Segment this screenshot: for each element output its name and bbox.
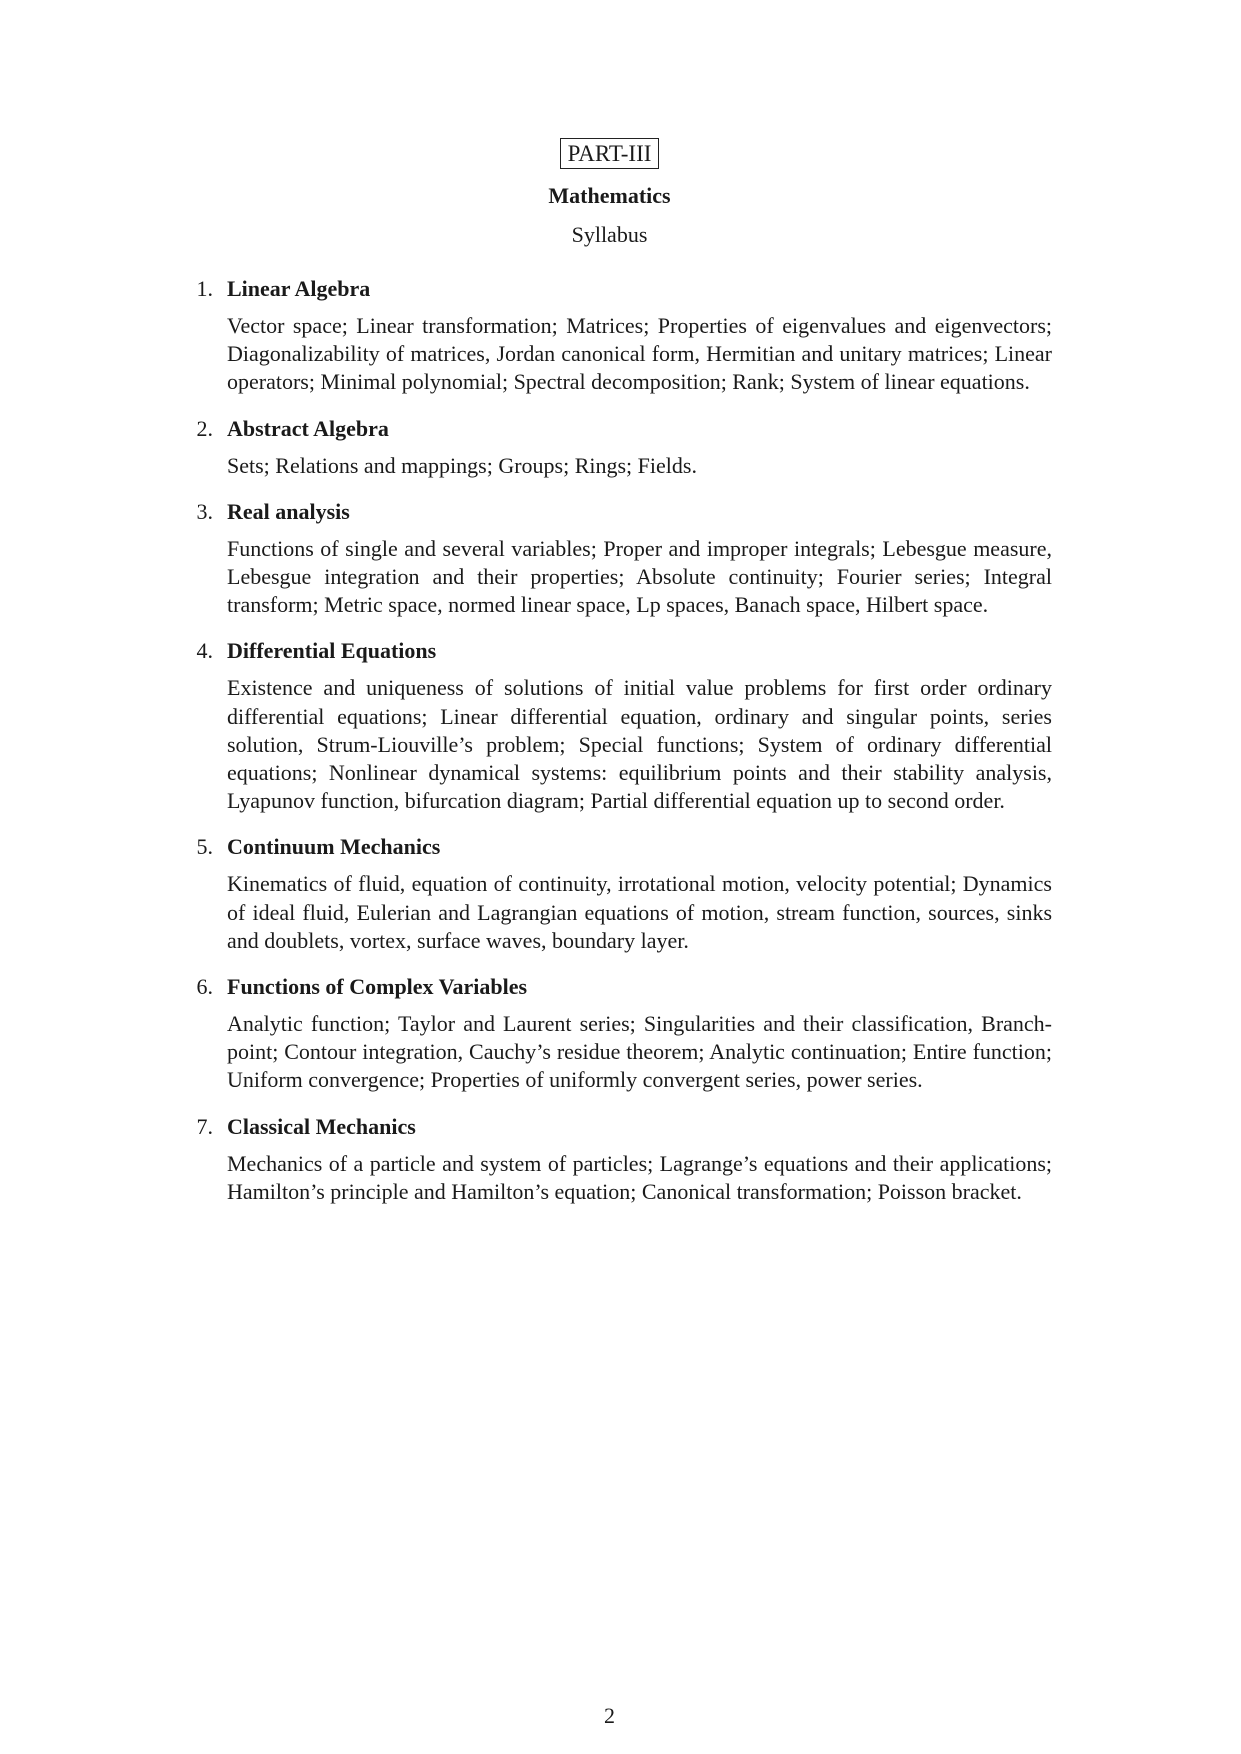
section-number: 2. xyxy=(196,415,213,441)
section-title: Linear Algebra xyxy=(227,276,371,301)
section-title: Differential Equations xyxy=(227,638,437,664)
section-heading xyxy=(193,1113,1052,1141)
syllabus-sections xyxy=(193,275,1052,1224)
section-number: 3. xyxy=(196,498,213,524)
section-title: Abstract Algebra xyxy=(227,415,389,441)
section-heading xyxy=(193,833,1052,861)
section-body: Sets; Relations and mappings; Groups; Rings; Fields. xyxy=(227,452,697,478)
section-title: Real analysis xyxy=(227,498,350,524)
section-body: Kinematics of fluid, equation of continuity, irrotational motion, velocity potential; Dynamics of ideal fluid, Eulerian and Lagrangian equations of motion, stream function, sources, sinks and doublets, vortex, surface waves, boundary layer. xyxy=(227,871,1052,953)
section-body: Existence and uniqueness of solutions of initial value problems for first order ordinary differential equations; Linear differential equation, ordinary and singular points, series solution, Strum-Liouville’s problem; Special functions; System of ordinary differential equations; Nonlinear dynamical systems: equilibrium points and their stability analysis, Lyapunov function, bifurcation diagram; Partial differential equation up to second order. xyxy=(227,675,1052,814)
section-title: Classical Mechanics xyxy=(227,1113,416,1139)
section-body: Analytic function; Taylor and Laurent series; Singularities and their classification, Branch-point; Contour integration, Cauchy’s residue theorem; Analytic continuation; Entire function; Uniform convergence; Properties of uniformly convergent series, power series. xyxy=(227,1011,1052,1093)
section-heading xyxy=(193,415,1052,443)
section-number: 7. xyxy=(196,1113,213,1139)
page-header xyxy=(0,138,1219,249)
section-title: Continuum Mechanics xyxy=(227,834,441,860)
section-number: 5. xyxy=(196,834,213,860)
section-title: Functions of Complex Variables xyxy=(227,974,528,1000)
section-number: 4. xyxy=(196,638,213,664)
section-differential-equations xyxy=(193,637,1052,815)
section-number: 1. xyxy=(196,276,213,301)
section-body: Functions of single and several variables; Proper and improper integrals; Lebesgue measure, Lebesgue integration and their properties; Absolute continuity; Fourier series; Integral transform; Metric space, normed linear space, Lp spaces, Banach space, Hilbert space. xyxy=(227,535,1052,618)
section-heading xyxy=(193,498,1052,526)
section-heading xyxy=(193,637,1052,665)
subject-title: Mathematics xyxy=(548,183,671,208)
section-continuum-mechanics xyxy=(193,833,1052,955)
section-complex-variables xyxy=(193,973,1052,1095)
section-classical-mechanics xyxy=(193,1113,1052,1206)
section-body: Mechanics of a particle and system of particles; Lagrange’s equations and their applications; Hamilton’s principle and Hamilton’s equation; Canonical transformation; Poisson bracket. xyxy=(227,1150,1052,1204)
section-linear-algebra xyxy=(193,275,1052,397)
section-heading xyxy=(193,973,1052,1001)
section-number: 6. xyxy=(196,974,213,1000)
section-body: Vector space; Linear transformation; Matrices; Properties of eigenvalues and eigenvectors; Diagonalizability of matrices, Jordan canonical form, Hermitian and unitary matrices; Linear operators; Minimal polynomial; Spectral decomposition; Rank; System of linear equations. xyxy=(227,313,1052,395)
syllabus-label: Syllabus xyxy=(571,222,648,247)
section-heading xyxy=(193,275,1052,303)
page-number: 2 xyxy=(604,1703,615,1728)
part-label: PART-III xyxy=(560,138,660,169)
section-abstract-algebra xyxy=(193,415,1052,480)
section-real-analysis xyxy=(193,498,1052,620)
